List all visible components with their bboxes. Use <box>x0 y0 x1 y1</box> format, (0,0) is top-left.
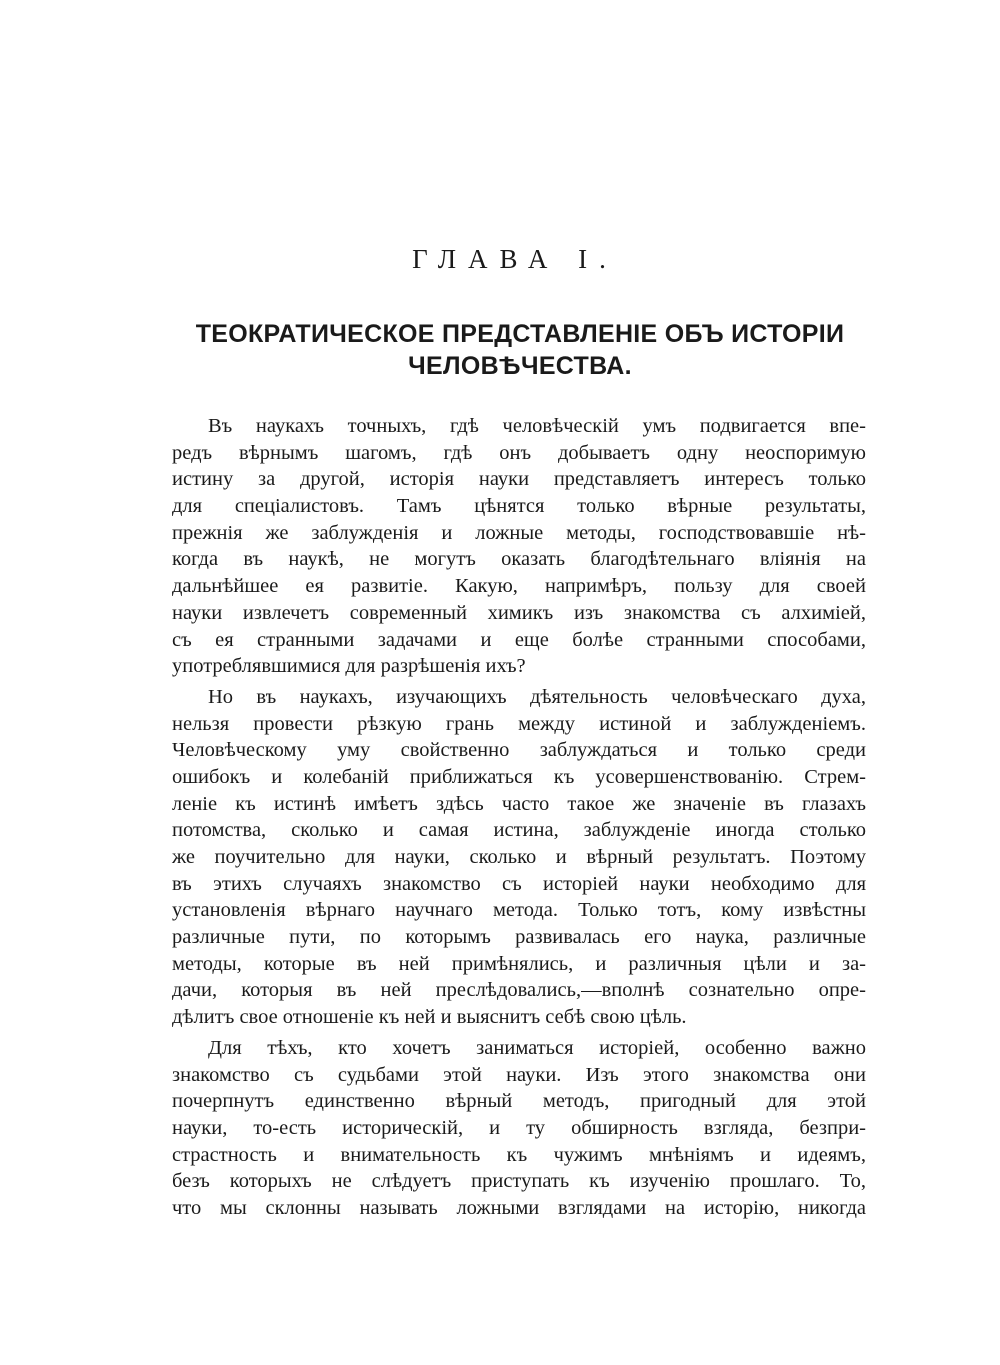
text-line: Человѣческому уму свойственно заблуждаться и только среди <box>172 739 866 762</box>
text-line: различные пути, по которымъ развивалась его наука, различные <box>172 926 866 949</box>
text-line: дачи, которыя въ ней преслѣдовались,—вполнѣ сознательно опре- <box>172 979 866 1002</box>
text-line: съ ея странными задачами и еще болѣе странными способами, <box>172 628 866 651</box>
text-line: страстность и внимательность къ чужимъ мнѣніямъ и идеямъ, <box>172 1143 866 1166</box>
text-line: леніе къ истинѣ имѣетъ здѣсь часто такое же значеніе въ глазахъ <box>172 792 866 815</box>
paragraph-2 <box>172 684 866 1031</box>
text-line: когда въ наукѣ, не могутъ оказать благодѣтельнаго вліянія на <box>172 548 866 571</box>
text-line: ошибокъ и колебаній приближаться къ усовершенствованію. Стрем- <box>172 765 866 788</box>
text-line: безъ которыхъ не слѣдуетъ приступать къ изученію прошлаго. То, <box>172 1170 866 1193</box>
text-line: науки извлечетъ современный химикъ изъ знакомства съ алхиміей, <box>172 601 866 624</box>
chapter-heading: ГЛАВА І. <box>412 244 618 274</box>
chapter-title-line: ТЕОКРАТИЧЕСКОЕ ПРЕДСТАВЛЕНІЕ ОБЪ ИСТОРІИ <box>195 320 845 348</box>
text-line: прежнія же заблужденія и ложные методы, господствовавшіе нѣ- <box>172 521 866 544</box>
text-line: науки, то-есть историческій, и ту обширность взгляда, безпри- <box>172 1116 866 1139</box>
text-line: редъ вѣрнымъ шагомъ, гдѣ онъ добываетъ одну неоспоримую <box>172 441 866 464</box>
paragraph-1 <box>172 413 866 680</box>
text-line: дальнѣйшее ея развитіе. Какую, напримѣръ, пользу для своей <box>172 575 866 598</box>
text-line: истину за другой, исторія науки представляетъ интересъ только <box>172 468 866 491</box>
text-line: установленія вѣрнаго научнаго метода. Только тотъ, кому извѣстны <box>172 899 866 922</box>
text-line: нельзя провести рѣзкую грань между истиной и заблужденіемъ. <box>172 712 866 735</box>
text-line: потомства, сколько и самая истина, заблужденіе иногда столько <box>172 819 866 842</box>
text-line: въ этихъ случаяхъ знакомство съ исторіей науки необходимо для <box>172 872 866 895</box>
paragraph-3 <box>172 1035 866 1222</box>
text-line: Для тѣхъ, кто хочетъ заниматься исторіей, особенно важно <box>208 1036 866 1059</box>
text-line: употреблявшимися для разрѣшенія ихъ? <box>172 655 526 678</box>
text-line: же поучительно для науки, сколько и вѣрный результатъ. Поэтому <box>172 846 866 868</box>
text-line: почерпнутъ единственно вѣрный методъ, пригодный для этой <box>172 1090 866 1113</box>
chapter-title-line: ЧЕЛОВѢЧЕСТВА. <box>408 352 632 380</box>
text-line: знакомство съ судьбами этой науки. Изъ этого знакомства они <box>172 1063 866 1086</box>
text-line: Въ наукахъ точныхъ, гдѣ человѣческій умъ подвигается впе- <box>208 415 866 437</box>
chapter-title <box>180 318 860 382</box>
text-line: методы, которые въ ней примѣнялись, и различныя цѣли и за- <box>172 952 866 975</box>
text-line: что мы склонны называть ложными взглядами на исторію, никогда <box>172 1196 866 1219</box>
body-text <box>172 413 866 1226</box>
text-line: дѣлитъ свое отношеніе къ ней и выяснитъ себѣ свою цѣль. <box>172 1006 687 1029</box>
text-line: Но въ наукахъ, изучающихъ дѣятельность человѣческаго духа, <box>208 685 866 708</box>
text-line: для спеціалистовъ. Тамъ цѣнятся только вѣрные результаты, <box>172 495 866 518</box>
